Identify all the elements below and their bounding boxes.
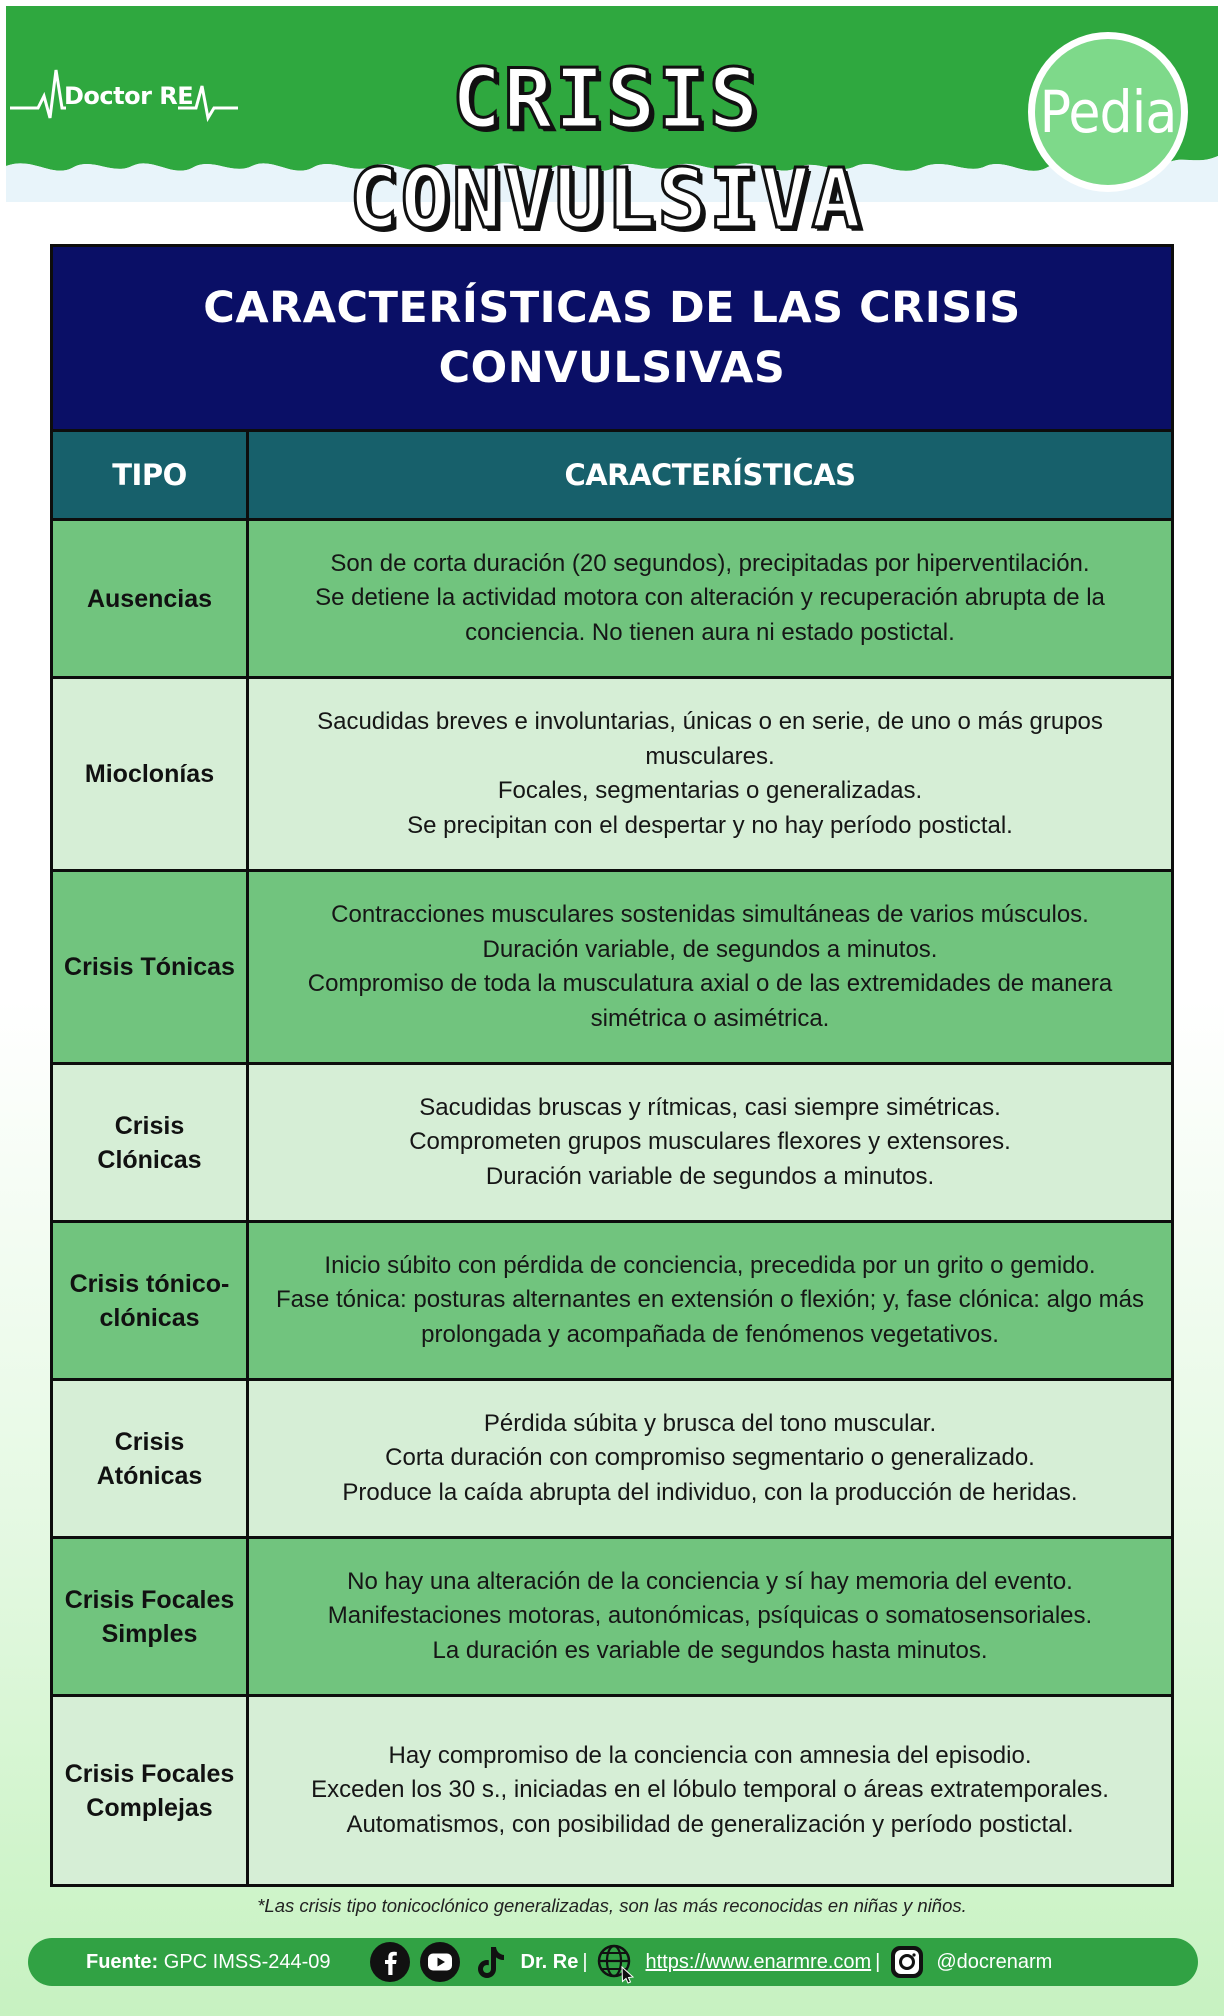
- pedia-badge-label: Pedia: [1039, 78, 1177, 146]
- pedia-badge: [1028, 32, 1188, 192]
- source-label: Fuente:: [86, 1950, 159, 1973]
- row-description: No hay una alteración de la conciencia y sí hay memoria del evento. Manifestaciones motoras, autonómicas, psíquicas o somatosensoriales. La duración es variable de segundos hasta minutos.: [327, 1567, 1093, 1664]
- social-handle: @docrenarm: [936, 1950, 1053, 1973]
- table-row: [53, 679, 1171, 872]
- table-row: [53, 1539, 1171, 1697]
- row-description: Son de corta duración (20 segundos), precipitadas por hiperventilación. Se detiene la actividad motora con alteración y recuperación abrupta de la conciencia. No tienen aura ni estado postictal.: [315, 549, 1105, 646]
- instagram-icon[interactable]: [884, 1939, 930, 1985]
- row-type: Crisis Focales Complejas: [53, 1697, 249, 1884]
- globe-icon: [592, 1939, 638, 1985]
- table-row: [53, 1223, 1171, 1381]
- source-credit: [86, 1951, 331, 1974]
- characteristics-table: [50, 244, 1174, 1887]
- logo-text: Doctor RE: [64, 82, 194, 110]
- row-description: Contracciones musculares sostenidas simultáneas de varios músculos. Duración variable, de segundos a minutos. Compromiso de toda la musculatura axial o de las extremidades de manera simétrica o asimétrica.: [307, 901, 1113, 1032]
- separator: |: [875, 1950, 881, 1973]
- social-icons: [367, 1939, 513, 1985]
- page-title: CRISIS CONVULSIVA: [349, 52, 863, 247]
- row-type: Crisis tónico-clónicas: [53, 1223, 249, 1378]
- row-type: Crisis Atónicas: [53, 1381, 249, 1536]
- table-row: [53, 1381, 1171, 1539]
- tiktok-icon[interactable]: [467, 1939, 513, 1985]
- row-description: Inicio súbito con pérdida de conciencia, precedida por un grito o gemido. Fase tónica: posturas alternantes en extensión o flexión; y, fase clónica: algo más prolongada y acompañada de fenómenos vegetativos.: [275, 1251, 1145, 1348]
- source-value: GPC IMSS-244-09: [163, 1950, 331, 1973]
- row-description: Sacudidas breves e involuntarias, únicas o en serie, de uno o más grupos musculares. Focales, segmentarias o generalizadas. Se precipitan con el despertar y no hay período postictal.: [317, 708, 1103, 839]
- header-banner: [6, 6, 1218, 247]
- column-header-characteristics: CARACTERÍSTICAS: [564, 457, 856, 492]
- table-row: [53, 872, 1171, 1065]
- table-row: [53, 1697, 1171, 1884]
- row-type: Crisis Tónicas: [53, 872, 249, 1062]
- row-type: Crisis Clónicas: [53, 1065, 249, 1220]
- table-row: [53, 1065, 1171, 1223]
- table-header-row: [53, 432, 1171, 521]
- table-row: [53, 521, 1171, 679]
- row-type: Mioclonías: [53, 679, 249, 869]
- row-description: Hay compromiso de la conciencia con amnesia del episodio. Exceden los 30 s., iniciadas en el lóbulo temporal o áreas extratemporales. Automatismos, con posibilidad de generalización y período postictal.: [311, 1741, 1109, 1838]
- row-description: Pérdida súbita y brusca del tono muscular. Corta duración con compromiso segmentario o generalizado. Produce la caída abrupta del individuo, con la producción de heridas.: [342, 1409, 1078, 1506]
- youtube-icon[interactable]: [417, 1939, 463, 1985]
- row-type: Crisis Focales Simples: [53, 1539, 249, 1694]
- table-title: CARACTERÍSTICAS DE LAS CRISIS CONVULSIVAS: [53, 247, 1171, 432]
- facebook-icon[interactable]: [367, 1939, 413, 1985]
- brand-name: Dr. Re: [520, 1950, 579, 1973]
- row-type: Ausencias: [53, 521, 249, 676]
- column-header-type: TIPO: [53, 432, 249, 518]
- footnote: *Las crisis tipo tonicoclónico generalizadas, son las más reconocidas en niñas y niños.: [257, 1895, 967, 1916]
- separator: |: [582, 1950, 588, 1973]
- footer-bar: [28, 1938, 1198, 1986]
- website-link[interactable]: https://www.enarmre.com: [645, 1950, 872, 1973]
- row-description: Sacudidas bruscas y rítmicas, casi siempre simétricas. Comprometen grupos musculares flexores y extensores. Duración variable de segundos a minutos.: [409, 1093, 1011, 1190]
